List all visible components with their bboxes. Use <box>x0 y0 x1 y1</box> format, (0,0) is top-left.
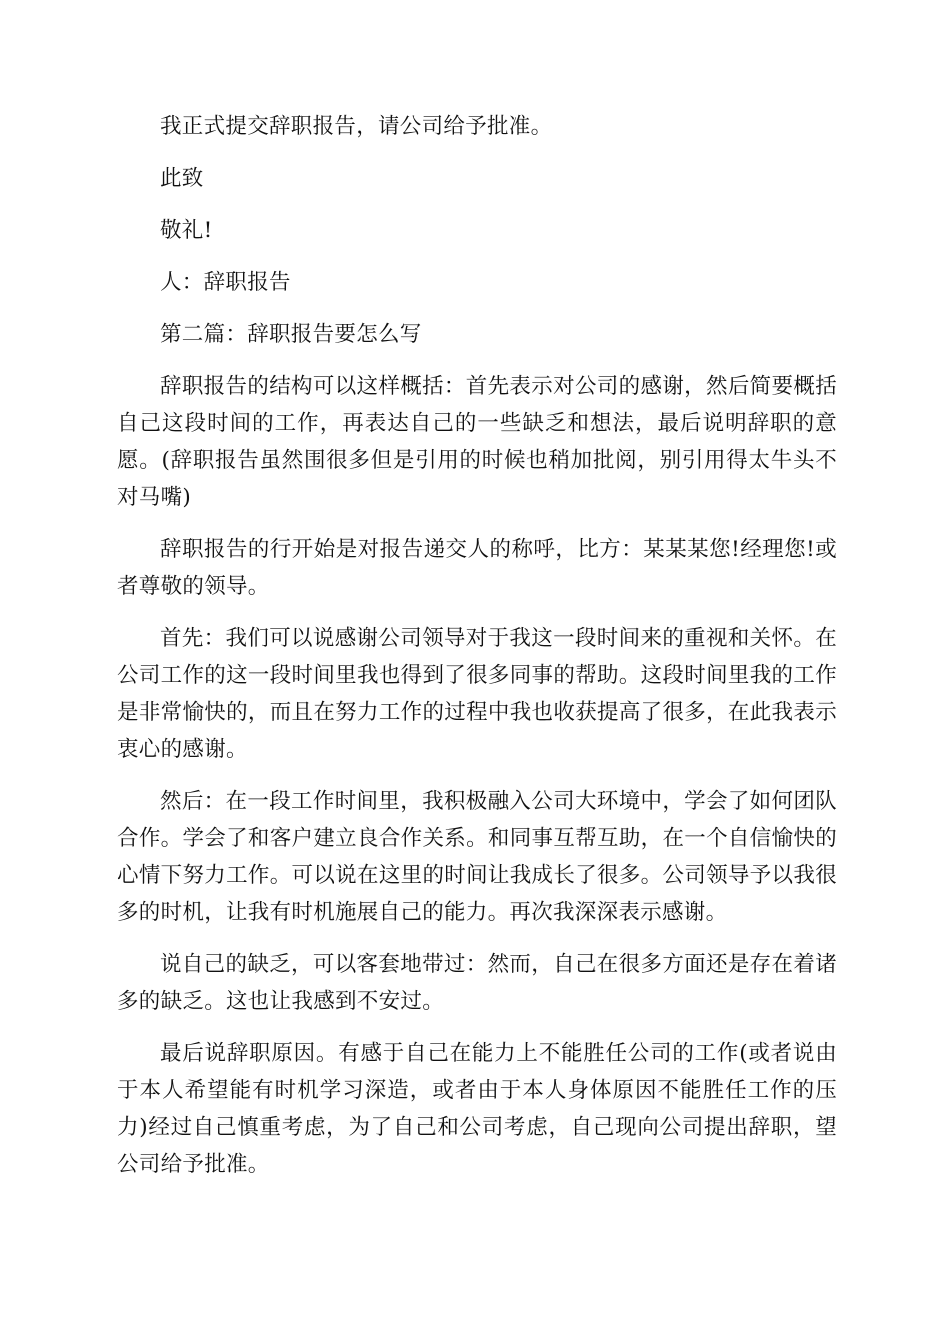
document-page <box>117 108 837 1198</box>
paragraph-submission: 我正式提交辞职报告，请公司给予批准。 <box>160 114 553 139</box>
paragraph-shortcomings: 说自己的缺乏，可以客套地带过：然而，自己在很多方面还是存在着诸多的缺乏。这也让我感到不安过。 <box>117 952 837 1014</box>
paragraph-signature: 人：辞职报告 <box>160 270 291 295</box>
paragraph-structure: 辞职报告的结构可以这样概括：首先表示对公司的感谢，然后简要概括自己这段时间的工作，再表达自己的一些缺乏和想法，最后说明辞职的意愿。(辞职报告虽然围很多但是引用的时候也稍加批阅，别引用得太牛头不对马嘴) <box>117 374 837 510</box>
paragraph-closing-2: 敬礼! <box>160 218 213 243</box>
paragraph-salutation: 辞职报告的行开始是对报告递交人的称呼，比方：某某某您!经理您!或者尊敬的领导。 <box>117 537 837 599</box>
paragraph-then: 然后：在一段工作时间里，我积极融入公司大环境中，学会了如何团队合作。学会了和客户建立良合作关系。和同事互帮互助，在一个自信愉快的心情下努力工作。可以说在这里的时间让我成长了很多。公司领导予以我很多的时机，让我有时机施展自己的能力。再次我深深表示感谢。 <box>117 789 837 925</box>
paragraph-first: 首先：我们可以说感谢公司领导对于我这一段时间来的重视和关怀。在公司工作的这一段时间里我也得到了很多同事的帮助。这段时间里我的工作是非常愉快的，而且在努力工作的过程中我也收获提高了很多，在此我表示衷心的感谢。 <box>117 626 837 762</box>
paragraph-closing-1: 此致 <box>160 166 204 191</box>
section-heading: 第二篇：辞职报告要怎么写 <box>160 322 422 347</box>
paragraph-reason: 最后说辞职原因。有感于自己在能力上不能胜任公司的工作(或者说由于本人希望能有时机学习深造，或者由于本人身体原因不能胜任工作的压力)经过自己慎重考虑，为了自己和公司考虑，自己现向公司提出辞职，望公司给予批准。 <box>117 1041 837 1177</box>
